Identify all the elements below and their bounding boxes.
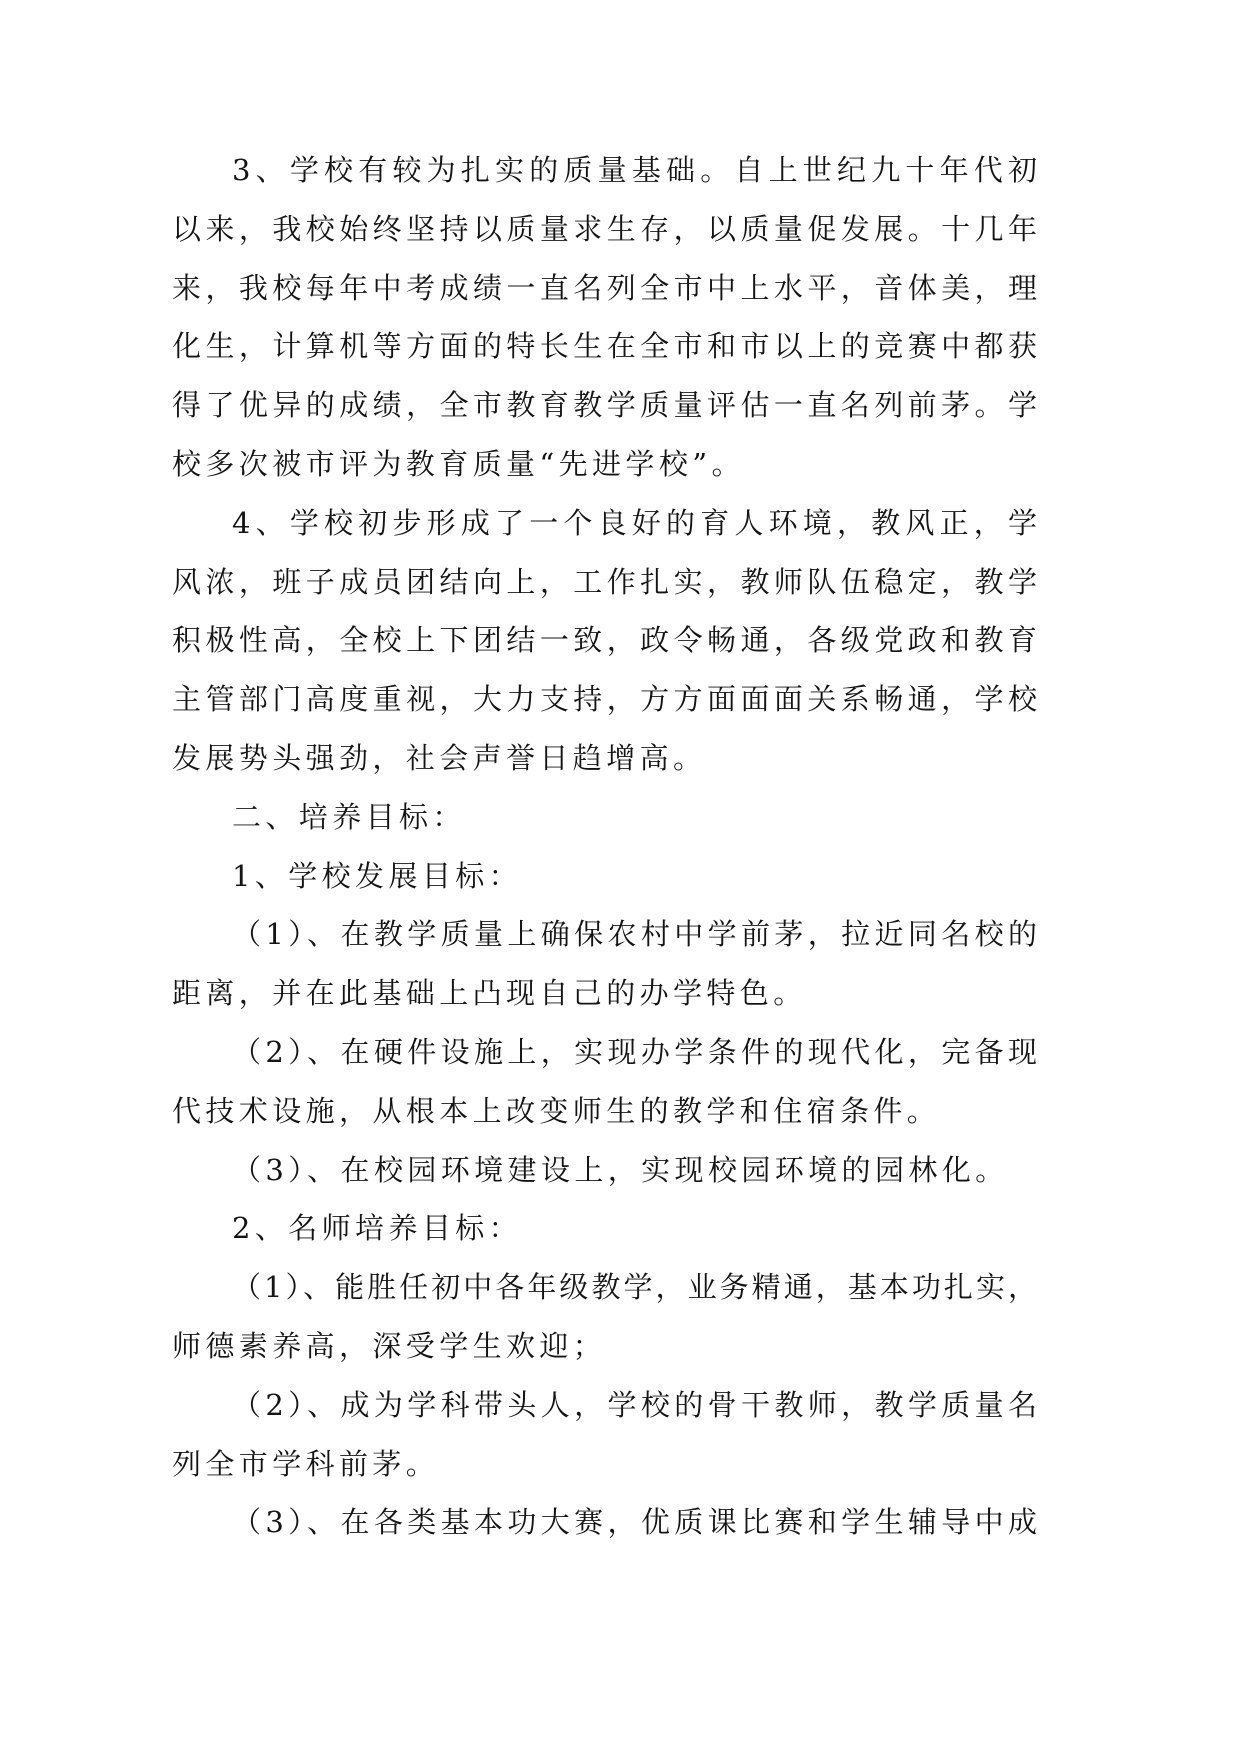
text-line: （1）、在教学质量上确保农村中学前茅，拉近同名校的 <box>232 917 1040 952</box>
text-line: 师德素养高，深受学生欢迎； <box>172 1328 607 1363</box>
text-line: 发展势头强劲，社会声誉日趋增高。 <box>172 740 707 775</box>
text-line: 距离，并在此基础上凸现自己的办学特色。 <box>172 976 807 1011</box>
text-line: 2、名师培养目标： <box>232 1211 523 1246</box>
text-line: 代技术设施，从根本上改变师生的教学和住宿条件。 <box>172 1093 941 1128</box>
text-line: 积极性高，全校上下团结一致，政令畅通，各级党政和教育 <box>172 623 1040 658</box>
text-line: 校多次被市评为教育质量“先进学校”。 <box>172 446 745 481</box>
paragraph-teacher-goal-1 <box>172 1258 1040 1376</box>
paragraph-school-goal-1 <box>172 905 1040 1023</box>
paragraph-school-goal-3 <box>172 1141 1040 1200</box>
text-line: （3）、在校园环境建设上，实现校园环境的园林化。 <box>232 1152 1009 1187</box>
document-body <box>172 141 1040 1552</box>
text-line: （2）、成为学科带头人，学校的骨干教师，教学质量名 <box>232 1387 1040 1422</box>
text-line: 来，我校每年中考成绩一直名列全市中上水平，音体美，理 <box>172 270 1040 305</box>
text-line: 列全市学科前茅。 <box>172 1446 440 1481</box>
text-line: 以来，我校始终坚持以质量求生存，以质量促发展。十几年 <box>172 211 1040 246</box>
text-line: 化生，计算机等方面的特长生在全市和市以上的竞赛中都获 <box>172 329 1040 364</box>
text-line: 主管部门高度重视，大力支持，方方面面面关系畅通，学校 <box>172 682 1040 717</box>
paragraph-teacher-goal-3 <box>172 1493 1040 1552</box>
text-line: 4、学校初步形成了一个良好的育人环境，教风正，学 <box>232 505 1040 540</box>
text-line: （3）、在各类基本功大赛，优质课比赛和学生辅导中成 <box>232 1505 1040 1540</box>
text-line: （2）、在硬件设施上，实现办学条件的现代化，完备现 <box>232 1034 1040 1069</box>
text-line: 3、学校有较为扎实的质量基础。自上世纪九十年代初 <box>232 153 1040 187</box>
text-line: 得了优异的成绩，全市教育教学质量评估一直名列前茅。学 <box>172 388 1040 423</box>
section-heading-goals <box>172 788 1040 847</box>
text-line: 1、学校发展目标： <box>232 858 523 893</box>
paragraph-education-environment <box>172 494 1040 788</box>
paragraph-quality-foundation <box>172 141 1040 494</box>
text-line: 风浓，班子成员团结向上，工作扎实，教师队伍稳定，教学 <box>172 564 1040 599</box>
subheading-teacher-goals <box>172 1199 1040 1258</box>
text-line: 二、培养目标： <box>232 799 466 834</box>
paragraph-school-goal-2 <box>172 1023 1040 1141</box>
text-line: （1）、能胜任初中各年级教学，业务精通，基本功扎实， <box>232 1270 1040 1305</box>
subheading-school-goals <box>172 847 1040 906</box>
paragraph-teacher-goal-2 <box>172 1376 1040 1494</box>
